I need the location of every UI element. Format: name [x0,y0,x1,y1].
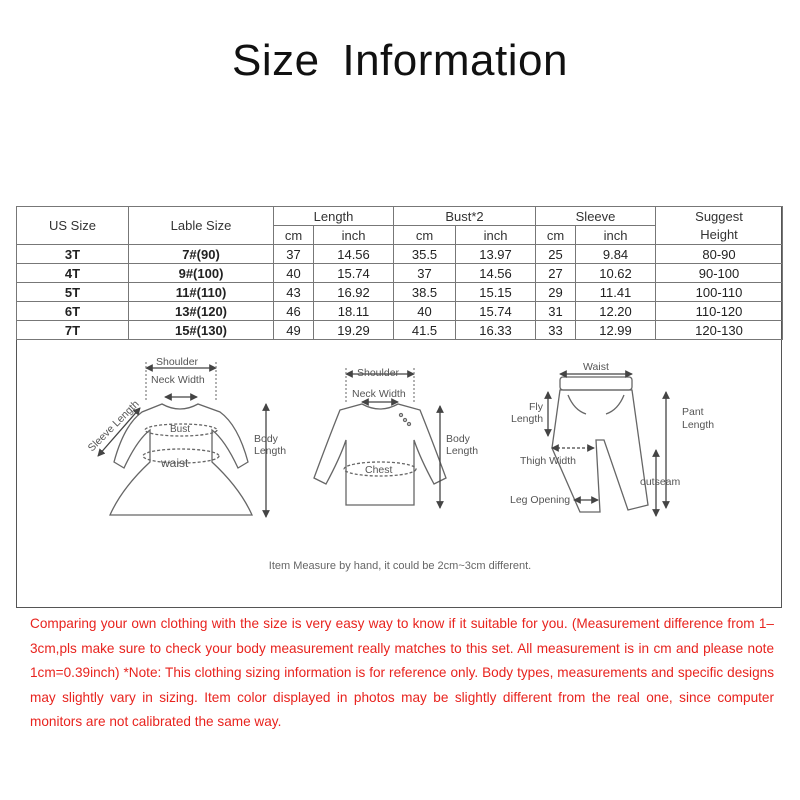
cell-height: 110-120 [656,302,783,321]
header-us-size: US Size [17,207,129,245]
cell-length-cm: 40 [274,264,314,283]
table-row [17,245,783,264]
cell-length-cm: 46 [274,302,314,321]
dress-waist-label: waist [161,456,189,470]
cell-length-inch: 14.56 [314,245,394,264]
cell-length-cm: 49 [274,321,314,340]
shirt-chest-label: Chest [365,464,393,476]
cell-bust-cm: 37 [394,264,456,283]
shirt-outline [314,404,446,505]
cell-sleeve-cm: 25 [536,245,576,264]
size-table [16,206,783,340]
header-bust-cm: cm [394,226,456,245]
dress-shoulder-label: Shoulder [156,356,199,368]
measure-note: Item Measure by hand, it could be 2cm~3cm different. [268,560,532,572]
header-bust: Bust*2 [394,207,536,226]
cell-height: 80-90 [656,245,783,264]
cell-bust-cm: 41.5 [394,321,456,340]
dress-body-label: Body [254,433,278,445]
header-suggest-height [656,207,783,245]
cell-length-cm: 43 [274,283,314,302]
cell-height: 100-110 [656,283,783,302]
cell-us-size: 3T [17,245,129,264]
header-label-size: Lable Size [129,207,274,245]
fly-length-label: Length [511,413,544,425]
cell-us-size: 4T [17,264,129,283]
header-suggest: Suggest [695,208,743,224]
cell-length-inch: 19.29 [314,321,394,340]
table-row [17,264,783,283]
page-title: Size Information [232,36,568,85]
cell-sleeve-inch: 9.84 [576,245,656,264]
leg-opening-label: Leg Opening [510,494,571,506]
header-length: Length [274,207,394,226]
cell-bust-cm: 35.5 [394,245,456,264]
table-row [17,283,783,302]
cell-label-size: 7#(90) [129,245,274,264]
cell-label-size: 9#(100) [129,264,274,283]
outseam-label: outseam [640,476,681,488]
cell-bust-inch: 15.74 [456,302,536,321]
cell-bust-inch: 14.56 [456,264,536,283]
cell-sleeve-cm: 33 [536,321,576,340]
cell-label-size: 11#(110) [129,283,274,302]
table-row [17,321,783,340]
cell-sleeve-inch: 12.20 [576,302,656,321]
cell-sleeve-inch: 10.62 [576,264,656,283]
cell-length-inch: 18.11 [314,302,394,321]
cell-height: 90-100 [656,264,783,283]
table-row [17,302,783,321]
header-sleeve-inch: inch [576,226,656,245]
cell-bust-inch: 16.33 [456,321,536,340]
header-sleeve: Sleeve [536,207,656,226]
cell-bust-cm: 40 [394,302,456,321]
cell-sleeve-inch: 12.99 [576,321,656,340]
dress-bust-label: Bust [170,424,191,435]
cell-bust-cm: 38.5 [394,283,456,302]
header-bust-inch: inch [456,226,536,245]
shirt-neck-label: Neck Width [352,388,406,400]
pants-waist-label: Waist [583,361,609,373]
header-length-cm: cm [274,226,314,245]
cell-sleeve-cm: 27 [536,264,576,283]
cell-bust-inch: 13.97 [456,245,536,264]
dress-sleeve-label: Sleeve Length [85,398,142,455]
cell-sleeve-cm: 29 [536,283,576,302]
header-length-inch: inch [314,226,394,245]
pants-waistband [560,377,632,390]
cell-label-size: 13#(120) [129,302,274,321]
cell-label-size: 15#(130) [129,321,274,340]
cell-height: 120-130 [656,321,783,340]
shirt-length-label: Length [446,445,479,457]
cell-us-size: 7T [17,321,129,340]
pant-label: Pant [682,406,704,418]
thigh-width-label: Thigh Width [520,455,577,467]
shirt-shoulder-label: Shoulder [357,367,400,379]
cell-sleeve-inch: 11.41 [576,283,656,302]
dress-length-label: Length [254,445,287,457]
cell-length-cm: 37 [274,245,314,264]
cell-sleeve-cm: 31 [536,302,576,321]
pant-length-label: Length [682,419,715,431]
cell-length-inch: 16.92 [314,283,394,302]
cell-us-size: 5T [17,283,129,302]
fly-label: Fly [529,401,543,413]
header-height: Height [700,226,738,242]
disclaimer-text: Comparing your own clothing with the size is very easy way to know if it suitable for you. (Measurement difference from 1– 3cm,pls make sure to check your body measurement really matches to this set. All measurement is in cm and please note 1cm=0.39inch) *Note: This clothing sizing information is for reference only. Body types, measurements and specific designs may slightly vary in sizing. Item color displayed in photos may be slightly different from the real one, since computer monitors are not calibrated the same way. [30,616,774,729]
cell-bust-inch: 15.15 [456,283,536,302]
cell-length-inch: 15.74 [314,264,394,283]
cell-us-size: 6T [17,302,129,321]
shirt-body-label: Body [446,433,470,445]
header-sleeve-cm: cm [536,226,576,245]
measurement-diagram [60,342,760,562]
dress-neck-label: Neck Width [151,374,205,386]
